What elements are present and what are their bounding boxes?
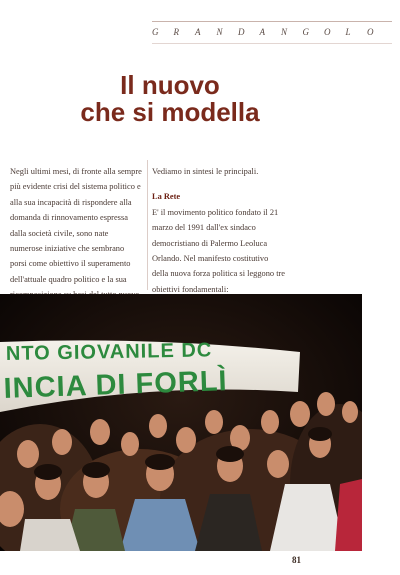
section-letter: R bbox=[173, 27, 179, 37]
section-letter: L bbox=[345, 27, 351, 37]
section-letter: N bbox=[216, 27, 223, 37]
section-letter: A bbox=[195, 27, 201, 37]
title-line-2: che si modella bbox=[80, 97, 260, 127]
header-rule-top bbox=[152, 21, 392, 22]
subheading-la-rete: La Rete bbox=[152, 192, 181, 202]
section-letter: N bbox=[281, 27, 288, 37]
title-line-1: Il nuovo bbox=[120, 70, 220, 100]
section-label bbox=[152, 27, 392, 37]
column-divider bbox=[147, 160, 148, 290]
column-right-intro: Vediamo in sintesi le principali. bbox=[152, 167, 259, 176]
section-letter: D bbox=[238, 27, 245, 37]
section-letter: G bbox=[152, 27, 159, 37]
header-rule-bottom bbox=[152, 43, 392, 44]
article-column-right bbox=[152, 164, 286, 297]
column-left-text: Negli ultimi mesi, di fronte alla sempre più evidente crisi del sistema politico e alla sua incapacità di rispondere alla domanda di rinnovamento espressa dalla società civile, sono nate numerose iniziative che sembrano porsi come obiettivo il superamento dell'attuale quadro politico e la sua bbox=[10, 167, 142, 284]
section-letter: A bbox=[259, 27, 265, 37]
crowd-photo bbox=[0, 294, 362, 551]
article-column-left bbox=[10, 164, 142, 303]
article-title bbox=[40, 72, 300, 126]
banner-text-line-1: NTO GIOVANILE DC bbox=[5, 339, 213, 365]
page-number: 81 bbox=[292, 555, 301, 565]
banner-text-line-2: INCIA DI FORLÌ bbox=[3, 365, 229, 405]
column-right-text: E' il movimento politico fondato il 21 marzo del 1991 dall'ex sindaco democristiano di Palermo Leoluca Orlando. Nel manifesto costitutivo della nuova forza politica si leggono tre obiettivi fondamentali: bbox=[152, 207, 286, 294]
section-letter: O bbox=[324, 27, 331, 37]
section-letter: O bbox=[367, 27, 374, 37]
section-letter: G bbox=[302, 27, 309, 37]
